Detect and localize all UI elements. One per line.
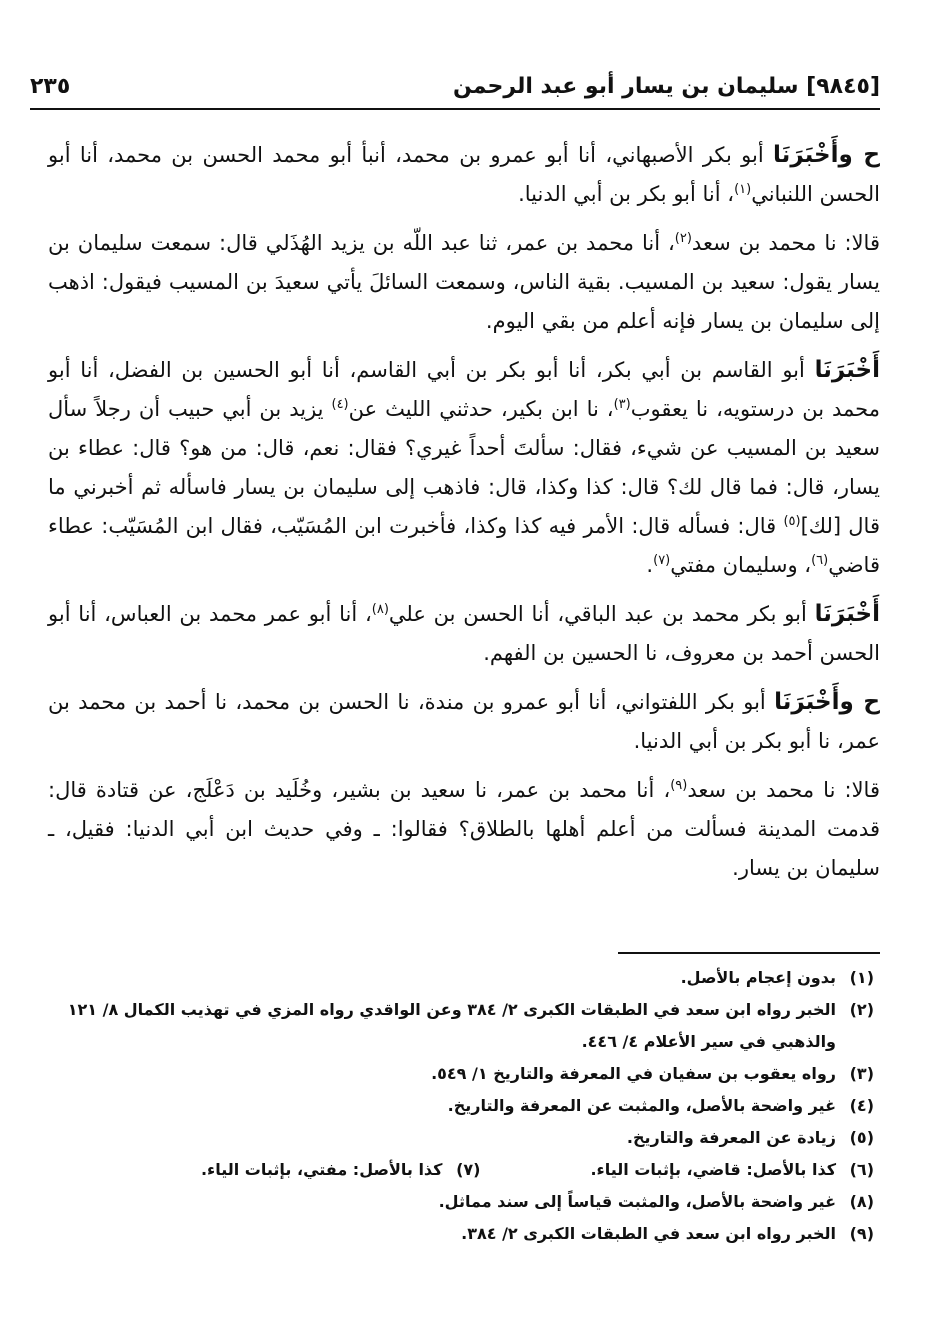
footnote-number: (٩) xyxy=(849,1224,874,1243)
footnote-ref[interactable]: (٤) xyxy=(331,397,349,412)
text-run: ، أنا أبو عمر محمد بن العباس، أنا أبو الحسن أحمد بن معروف، نا الحسين بن الفهم. xyxy=(48,602,880,665)
text-run: أبو بكر اللفتواني، أنا أبو عمرو بن مندة، نا الحسن بن محمد، نا أحمد بن محمد بن عمر، نا أبو بكر بن أبي الدنيا. xyxy=(48,690,880,753)
footnote-text: الخبر رواه ابن سعد في الطبقات الكبرى ٢/ ٣٨٤ وعن الواقدي رواه المزي في تهذيب الكمال ٨/ ١٢١ والذهبي في سير الأعلام ٤/ ٤٤٦. xyxy=(67,1000,836,1051)
footnote-ref[interactable]: (٧) xyxy=(653,553,671,568)
footnote-ref[interactable]: (٥) xyxy=(783,514,801,529)
footnote-text: غير واضحة بالأصل، والمثبت عن المعرفة والتاريخ. xyxy=(447,1096,836,1115)
footnote-text: زيادة عن المعرفة والتاريخ. xyxy=(626,1128,836,1147)
footnote-pair-6-7 xyxy=(48,1154,874,1186)
footnote-7 xyxy=(201,1154,481,1186)
footnote-text: كذا بالأصل: قاضي، بإثبات الياء. xyxy=(590,1160,836,1179)
footnote-ref[interactable]: (١) xyxy=(734,182,752,197)
footnote-4 xyxy=(48,1090,874,1122)
text-run: يزيد بن أبي حبيب أن رجلاً سأل سعيد بن المسيب عن شيء، فقال: سألتَ أحداً غيري؟ فقال: نعم، قال: من هو؟ قال: عطاء بن يسار، قال: فما قال لك؟ قال: كذا وكذا، قال: فاذهب إلى سليمان بن يسار فاسأله ثم أخبرني ما قال [لك] xyxy=(48,397,880,538)
text-run: قالا: نا محمد بن سعد xyxy=(687,778,880,802)
footnote-ref[interactable]: (٦) xyxy=(811,553,829,568)
paragraph-4 xyxy=(48,595,880,673)
footnotes xyxy=(48,962,874,1250)
footnote-number: (٦) xyxy=(849,1160,874,1179)
text-run: أبو بكر الأصبهاني، أنا أبو عمرو بن محمد، أنبأ أبو محمد الحسن بن محمد، أنا أبو الحسن اللنباني xyxy=(48,143,880,206)
isnad-lead: ح وأَخْبَرَنَا xyxy=(774,689,880,715)
paragraph-2 xyxy=(48,224,880,341)
footnote-number: (٢) xyxy=(849,1000,874,1019)
footnote-separator xyxy=(618,952,880,954)
footnote-8 xyxy=(48,1186,874,1218)
footnote-text: رواه يعقوب بن سفيان في المعرفة والتاريخ ١/ ٥٤٩. xyxy=(431,1064,836,1083)
text-run: قالا: نا محمد بن سعد xyxy=(691,231,880,255)
page-number: ٢٣٥ xyxy=(30,74,71,99)
footnote-text: الخبر رواه ابن سعد في الطبقات الكبرى ٢/ ٣٨٤. xyxy=(461,1224,836,1243)
footnote-number: (٣) xyxy=(849,1064,874,1083)
footnote-ref[interactable]: (٢) xyxy=(674,231,692,246)
isnad-lead: أَخْبَرَنَا xyxy=(814,357,880,383)
footnote-number: (٤) xyxy=(849,1096,874,1115)
footnote-2 xyxy=(48,994,874,1058)
footnote-9 xyxy=(48,1218,874,1250)
main-text xyxy=(48,136,880,898)
footnote-text: بدون إعجام بالأصل. xyxy=(680,968,836,987)
text-run: ، أنا محمد بن عمر، نا سعيد بن بشير، وخُلَيد بن دَعْلَج، عن قتادة قال: قدمت المدينة فسألت من أعلم أهلها بالطلاق؟ فقالوا: ـ وفي حديث ابن أبي الدنيا: فقيل، ـ سليمان بن يسار. xyxy=(48,778,880,880)
footnote-ref[interactable]: (٨) xyxy=(371,602,389,617)
text-run: ، أنا أبو بكر بن أبي الدنيا. xyxy=(518,182,735,206)
footnote-3 xyxy=(48,1058,874,1090)
paragraph-1 xyxy=(48,136,880,214)
footnote-text: كذا بالأصل: مفتي، بإثبات الياء. xyxy=(200,1160,443,1179)
footnote-1 xyxy=(48,962,874,994)
footnote-number: (٧) xyxy=(456,1160,481,1179)
text-run: قال: فسأله قال: الأمر فيه كذا وكذا، فأخبرت ابن المُسَيّب، فقال ابن المُسَيّب: عطاء قاضي xyxy=(48,514,880,577)
text-run: ، وسليمان مفتي xyxy=(670,553,812,577)
footnote-6 xyxy=(590,1154,874,1186)
page-header xyxy=(30,68,880,110)
text-run: . xyxy=(646,553,654,577)
paragraph-6 xyxy=(48,771,880,888)
text-run: ، أنا محمد بن عمر، ثنا عبد اللّه بن يزيد الهُذَلي قال: سمعت سليمان بن يسار يقول: سعيد بن المسيب. بقية الناس، وسمعت السائلَ يأتي سعيدَ بن المسيب فيقول: اذهب إلى سليمان بن يسار فإنه أعلم من بقي اليوم. xyxy=(48,231,880,333)
isnad-lead: أَخْبَرَنَا xyxy=(814,601,880,627)
footnote-number: (٥) xyxy=(849,1128,874,1147)
paragraph-5 xyxy=(48,683,880,761)
footnote-5 xyxy=(48,1122,874,1154)
text-run: أبو القاسم بن أبي بكر، أنا أبو بكر بن أبي القاسم، أنا أبو الحسين بن الفضل، أنا أبو محمد بن درستويه، نا يعقوب xyxy=(48,358,880,421)
footnote-ref[interactable]: (٣) xyxy=(613,397,631,412)
footnote-number: (٨) xyxy=(849,1192,874,1211)
running-title: [٩٨٤٥] سليمان بن يسار أبو عبد الرحمن xyxy=(452,74,880,99)
footnote-ref[interactable]: (٩) xyxy=(670,778,688,793)
footnote-number: (١) xyxy=(849,968,874,987)
text-run: ، نا ابن بكير، حدثني الليث عن xyxy=(348,397,614,421)
isnad-lead: ح وأَخْبَرَنَا xyxy=(773,142,880,168)
paragraph-3 xyxy=(48,351,880,585)
footnote-text: غير واضحة بالأصل، والمثبت قياساً إلى سند مماثل. xyxy=(438,1192,836,1211)
text-run: أبو بكر محمد بن عبد الباقي، أنا الحسن بن علي xyxy=(388,602,815,626)
